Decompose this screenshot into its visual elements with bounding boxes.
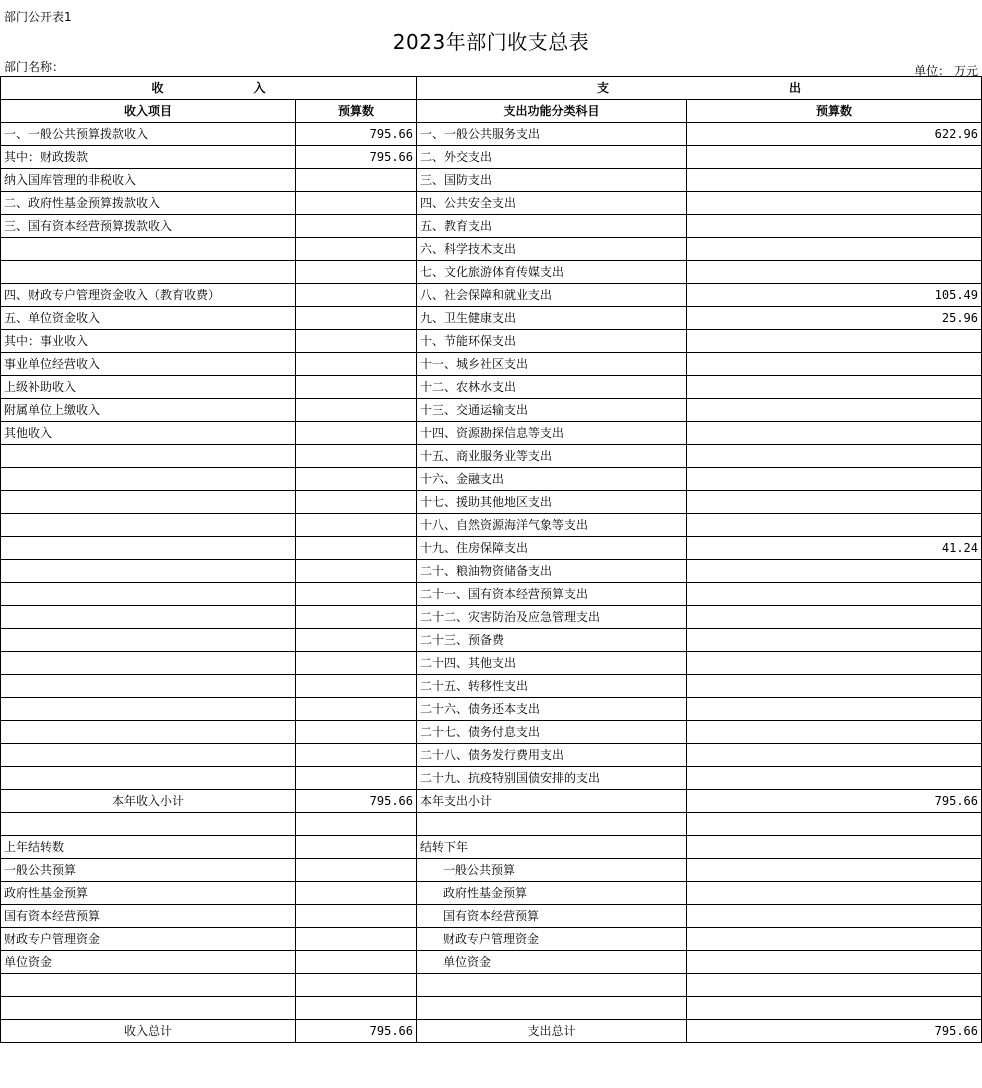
carry-expense-amount	[687, 974, 982, 997]
expense-item-cell: 七、文化旅游体育传媒支出	[417, 261, 687, 284]
table-row	[1, 376, 982, 399]
table-row	[1, 445, 982, 468]
unit-label-prefix: 单位：	[914, 64, 951, 78]
expense-item-cell: 二十六、债务还本支出	[417, 698, 687, 721]
income-item-cell	[1, 583, 296, 606]
expense-item-cell: 二十五、转移性支出	[417, 675, 687, 698]
col-expense-amount: 预算数	[687, 100, 982, 123]
unit-value: 万元	[953, 64, 978, 78]
income-item-cell	[1, 537, 296, 560]
col-income-item: 收入项目	[1, 100, 296, 123]
expense-subtotal-label: 本年支出小计	[417, 790, 687, 813]
carry-row	[1, 836, 982, 859]
table-row	[1, 353, 982, 376]
expense-amount-cell	[687, 652, 982, 675]
carry-income-label: 单位资金	[1, 951, 296, 974]
carry-income-label: 财政专户管理资金	[1, 928, 296, 951]
table-row	[1, 698, 982, 721]
table-row	[1, 307, 982, 330]
table-row	[1, 721, 982, 744]
income-amount-cell	[296, 537, 417, 560]
carry-expense-label: 国有资本经营预算	[417, 905, 687, 928]
income-item-cell: 五、单位资金收入	[1, 307, 296, 330]
income-item-cell	[1, 629, 296, 652]
expense-item-cell: 十七、援助其他地区支出	[417, 491, 687, 514]
income-subtotal-label: 本年收入小计	[1, 790, 296, 813]
income-amount-cell	[296, 583, 417, 606]
expense-amount-cell	[687, 698, 982, 721]
income-amount-cell: 795.66	[296, 123, 417, 146]
table-row	[1, 146, 982, 169]
carry-income-amount	[296, 836, 417, 859]
expense-item-cell: 二十三、预备费	[417, 629, 687, 652]
group-header-row	[1, 77, 982, 100]
expense-item-cell: 三、国防支出	[417, 169, 687, 192]
expense-subtotal-amount: 795.66	[687, 790, 982, 813]
income-amount-cell	[296, 307, 417, 330]
carry-expense-label: 结转下年	[417, 836, 687, 859]
table-row	[1, 468, 982, 491]
table-row	[1, 169, 982, 192]
expense-item-cell: 二十四、其他支出	[417, 652, 687, 675]
carry-row	[1, 951, 982, 974]
income-amount-cell	[296, 606, 417, 629]
table-row	[1, 767, 982, 790]
income-amount-cell: 795.66	[296, 146, 417, 169]
table-row	[1, 238, 982, 261]
carry-income-amount	[296, 997, 417, 1020]
carry-income-amount	[296, 974, 417, 997]
carry-income-amount	[296, 859, 417, 882]
expense-group-header: 支 出	[417, 77, 982, 100]
expense-item-cell: 五、教育支出	[417, 215, 687, 238]
income-item-cell: 上级补助收入	[1, 376, 296, 399]
income-amount-cell	[296, 238, 417, 261]
table-row	[1, 583, 982, 606]
expense-amount-cell	[687, 721, 982, 744]
expense-item-cell: 六、科学技术支出	[417, 238, 687, 261]
income-amount-cell	[296, 399, 417, 422]
carry-expense-label: 单位资金	[417, 951, 687, 974]
expense-item-cell: 十、节能环保支出	[417, 330, 687, 353]
income-item-cell	[1, 560, 296, 583]
form-code: 部门公开表1	[4, 10, 72, 24]
carry-expense-label: 财政专户管理资金	[417, 928, 687, 951]
income-item-cell: 附属单位上缴收入	[1, 399, 296, 422]
carry-income-label: 政府性基金预算	[1, 882, 296, 905]
expense-amount-cell	[687, 399, 982, 422]
table-row	[1, 629, 982, 652]
table-row	[1, 261, 982, 284]
expense-item-cell: 二、外交支出	[417, 146, 687, 169]
table-row	[1, 675, 982, 698]
carry-income-amount	[296, 928, 417, 951]
expense-amount-cell: 41.24	[687, 537, 982, 560]
income-item-cell: 事业单位经营收入	[1, 353, 296, 376]
carry-row	[1, 905, 982, 928]
income-amount-cell	[296, 698, 417, 721]
expense-item-cell: 二十八、债务发行费用支出	[417, 744, 687, 767]
col-income-amount: 预算数	[296, 100, 417, 123]
expense-amount-cell	[687, 422, 982, 445]
income-amount-cell	[296, 376, 417, 399]
table-row	[1, 422, 982, 445]
expense-amount-cell	[687, 583, 982, 606]
carry-row	[1, 813, 982, 836]
carry-expense-label: 一般公共预算	[417, 859, 687, 882]
table-row	[1, 537, 982, 560]
income-item-cell: 纳入国库管理的非税收入	[1, 169, 296, 192]
income-item-cell: 一、一般公共预算拨款收入	[1, 123, 296, 146]
income-amount-cell	[296, 468, 417, 491]
income-item-cell: 其中：财政拨款	[1, 146, 296, 169]
expense-total-amount: 795.66	[687, 1020, 982, 1043]
income-amount-cell	[296, 675, 417, 698]
expense-amount-cell: 25.96	[687, 307, 982, 330]
income-amount-cell	[296, 491, 417, 514]
carry-expense-amount	[687, 997, 982, 1020]
income-amount-cell	[296, 445, 417, 468]
expense-item-cell: 一、一般公共服务支出	[417, 123, 687, 146]
table-row	[1, 330, 982, 353]
income-item-cell	[1, 744, 296, 767]
carry-expense-amount	[687, 836, 982, 859]
income-amount-cell	[296, 652, 417, 675]
table-row	[1, 606, 982, 629]
expense-item-cell: 八、社会保障和就业支出	[417, 284, 687, 307]
col-expense-item: 支出功能分类科目	[417, 100, 687, 123]
carry-income-amount	[296, 905, 417, 928]
carry-expense-amount	[687, 882, 982, 905]
total-row	[1, 1020, 982, 1043]
carry-expense-label: 政府性基金预算	[417, 882, 687, 905]
table-row	[1, 560, 982, 583]
income-group-header: 收 入	[1, 77, 417, 100]
carry-expense-label	[417, 997, 687, 1020]
expense-amount-cell: 622.96	[687, 123, 982, 146]
carry-income-label: 一般公共预算	[1, 859, 296, 882]
income-amount-cell	[296, 767, 417, 790]
expense-item-cell: 十八、自然资源海洋气象等支出	[417, 514, 687, 537]
expense-item-cell: 十一、城乡社区支出	[417, 353, 687, 376]
column-header-row	[1, 100, 982, 123]
income-total-label: 收入总计	[1, 1020, 296, 1043]
expense-amount-cell	[687, 376, 982, 399]
expense-item-cell: 二十二、灾害防治及应急管理支出	[417, 606, 687, 629]
expense-item-cell: 十四、资源勘探信息等支出	[417, 422, 687, 445]
carry-expense-amount	[687, 813, 982, 836]
income-item-cell: 四、财政专户管理资金收入（教育收费）	[1, 284, 296, 307]
expense-item-cell: 九、卫生健康支出	[417, 307, 687, 330]
income-item-cell	[1, 606, 296, 629]
income-amount-cell	[296, 330, 417, 353]
expense-amount-cell	[687, 238, 982, 261]
table-row	[1, 192, 982, 215]
expense-amount-cell	[687, 675, 982, 698]
carry-expense-amount	[687, 928, 982, 951]
expense-amount-cell	[687, 767, 982, 790]
table-row	[1, 215, 982, 238]
carry-income-amount	[296, 951, 417, 974]
income-item-cell	[1, 238, 296, 261]
expense-item-cell: 二十、粮油物资储备支出	[417, 560, 687, 583]
income-item-cell	[1, 514, 296, 537]
expense-amount-cell	[687, 445, 982, 468]
income-item-cell	[1, 445, 296, 468]
table-row	[1, 652, 982, 675]
carry-income-amount	[296, 813, 417, 836]
expense-amount-cell: 105.49	[687, 284, 982, 307]
expense-item-cell: 二十一、国有资本经营预算支出	[417, 583, 687, 606]
income-item-cell: 其中：事业收入	[1, 330, 296, 353]
income-item-cell	[1, 675, 296, 698]
carry-income-label: 上年结转数	[1, 836, 296, 859]
expense-amount-cell	[687, 629, 982, 652]
carry-row	[1, 928, 982, 951]
income-amount-cell	[296, 353, 417, 376]
page-title: 2023年部门收支总表	[392, 30, 590, 54]
carry-row	[1, 859, 982, 882]
expense-item-cell: 十九、住房保障支出	[417, 537, 687, 560]
expense-amount-cell	[687, 192, 982, 215]
income-amount-cell	[296, 169, 417, 192]
expense-amount-cell	[687, 744, 982, 767]
table-row	[1, 744, 982, 767]
income-amount-cell	[296, 261, 417, 284]
expense-item-cell: 十二、农林水支出	[417, 376, 687, 399]
carry-expense-label	[417, 974, 687, 997]
carry-income-label	[1, 974, 296, 997]
department-name-label: 部门名称：	[4, 60, 65, 74]
income-item-cell	[1, 721, 296, 744]
income-amount-cell	[296, 192, 417, 215]
carry-income-label	[1, 997, 296, 1020]
income-total-amount: 795.66	[296, 1020, 417, 1043]
subtotal-row	[1, 790, 982, 813]
budget-summary-table	[0, 76, 982, 1043]
carry-income-label: 国有资本经营预算	[1, 905, 296, 928]
table-row	[1, 399, 982, 422]
carry-expense-amount	[687, 859, 982, 882]
table-row	[1, 123, 982, 146]
expense-amount-cell	[687, 330, 982, 353]
expense-item-cell: 二十七、债务付息支出	[417, 721, 687, 744]
income-item-cell: 其他收入	[1, 422, 296, 445]
income-item-cell: 二、政府性基金预算拨款收入	[1, 192, 296, 215]
carry-expense-amount	[687, 951, 982, 974]
expense-amount-cell	[687, 606, 982, 629]
income-item-cell	[1, 698, 296, 721]
income-item-cell	[1, 468, 296, 491]
income-amount-cell	[296, 215, 417, 238]
carry-row	[1, 882, 982, 905]
expense-amount-cell	[687, 146, 982, 169]
expense-amount-cell	[687, 215, 982, 238]
expense-total-label: 支出总计	[417, 1020, 687, 1043]
expense-item-cell: 二十九、抗疫特别国债安排的支出	[417, 767, 687, 790]
income-subtotal-amount: 795.66	[296, 790, 417, 813]
expense-amount-cell	[687, 560, 982, 583]
income-amount-cell	[296, 284, 417, 307]
income-amount-cell	[296, 514, 417, 537]
income-amount-cell	[296, 422, 417, 445]
expense-amount-cell	[687, 514, 982, 537]
expense-amount-cell	[687, 261, 982, 284]
income-amount-cell	[296, 629, 417, 652]
income-amount-cell	[296, 560, 417, 583]
income-item-cell	[1, 652, 296, 675]
income-item-cell: 三、国有资本经营预算拨款收入	[1, 215, 296, 238]
expense-amount-cell	[687, 468, 982, 491]
table-body	[1, 77, 982, 1043]
carry-row	[1, 997, 982, 1020]
carry-income-amount	[296, 882, 417, 905]
expense-item-cell: 四、公共安全支出	[417, 192, 687, 215]
carry-expense-amount	[687, 905, 982, 928]
income-amount-cell	[296, 721, 417, 744]
expense-amount-cell	[687, 353, 982, 376]
carry-expense-label	[417, 813, 687, 836]
income-item-cell	[1, 491, 296, 514]
carry-row	[1, 974, 982, 997]
expense-amount-cell	[687, 169, 982, 192]
income-item-cell	[1, 261, 296, 284]
table-row	[1, 514, 982, 537]
income-amount-cell	[296, 744, 417, 767]
carry-income-label	[1, 813, 296, 836]
expense-item-cell: 十三、交通运输支出	[417, 399, 687, 422]
table-row	[1, 491, 982, 514]
expense-item-cell: 十五、商业服务业等支出	[417, 445, 687, 468]
income-item-cell	[1, 767, 296, 790]
expense-amount-cell	[687, 491, 982, 514]
table-row	[1, 284, 982, 307]
expense-item-cell: 十六、金融支出	[417, 468, 687, 491]
